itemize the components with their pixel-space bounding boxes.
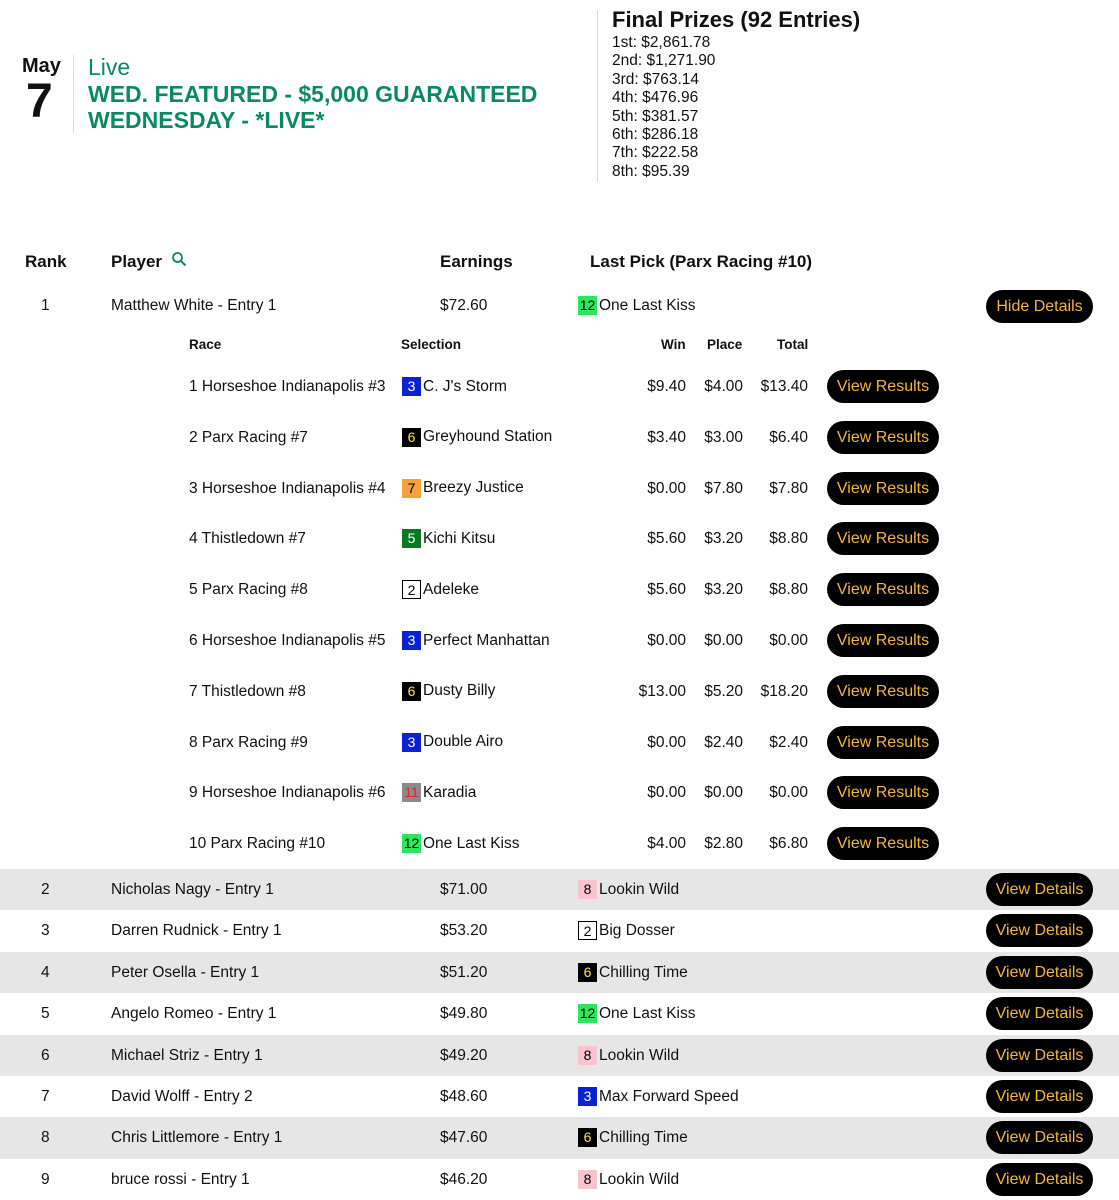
- place-amount: $2.80: [704, 835, 743, 853]
- race-name: 6 Horseshoe Indianapolis #5: [189, 632, 386, 649]
- place-amount: $3.20: [704, 581, 743, 599]
- saddle-number-badge: 8: [578, 1170, 597, 1189]
- rank-header: Rank: [25, 252, 67, 271]
- player-cell: Matthew White - Entry 1: [111, 297, 277, 314]
- horse-name: One Last Kiss: [423, 834, 520, 852]
- player-cell: David Wolff - Entry 2: [111, 1088, 253, 1105]
- earnings-cell: $47.60: [440, 1129, 488, 1146]
- selection-cell: [402, 377, 507, 396]
- race-row: [0, 673, 1119, 713]
- view-results-button[interactable]: View Results: [827, 624, 939, 657]
- saddle-number-badge: 6: [402, 682, 421, 701]
- saddle-number-badge: 8: [578, 1046, 597, 1065]
- prize-item: 1st: $2,861.78: [612, 34, 711, 51]
- view-details-button[interactable]: View Details: [986, 914, 1093, 947]
- horse-name: One Last Kiss: [599, 296, 696, 314]
- race-row: [0, 622, 1119, 662]
- race-row: [0, 825, 1119, 865]
- rank-cell: 5: [41, 1005, 50, 1022]
- race-name: 9 Horseshoe Indianapolis #6: [189, 784, 386, 802]
- horse-name: Chilling Time: [599, 1128, 688, 1146]
- place-subheader: Place: [707, 337, 743, 352]
- view-details-button[interactable]: View Details: [986, 1039, 1093, 1072]
- horse-name: Greyhound Station: [423, 428, 553, 446]
- table-row: [0, 910, 1119, 952]
- race-row: [0, 571, 1119, 611]
- race-row: [0, 470, 1119, 510]
- earnings-cell: $49.20: [440, 1047, 488, 1064]
- selection-cell: [402, 631, 550, 650]
- race-row: [0, 724, 1119, 764]
- horse-name: Chilling Time: [599, 963, 688, 981]
- win-subheader: Win: [661, 337, 686, 352]
- saddle-number-badge: 12: [403, 835, 420, 852]
- win-amount: $0.00: [647, 733, 686, 751]
- hide-details-button[interactable]: Hide Details: [986, 290, 1093, 323]
- win-amount: $0.00: [647, 784, 686, 802]
- live-status: Live: [88, 54, 131, 80]
- selection-cell: [402, 834, 520, 853]
- view-results-button[interactable]: View Results: [827, 675, 939, 708]
- saddle-number-badge: 12: [579, 297, 596, 313]
- view-details-button[interactable]: View Details: [986, 956, 1093, 989]
- view-results-button[interactable]: View Results: [827, 726, 939, 759]
- selection-cell: [402, 733, 503, 752]
- view-details-button[interactable]: View Details: [986, 1163, 1093, 1196]
- player-cell: bruce rossi - Entry 1: [111, 1171, 250, 1188]
- table-row: [0, 1076, 1119, 1117]
- horse-name: Karadia: [423, 783, 477, 801]
- rank-cell: 8: [41, 1129, 50, 1146]
- prize-item: 2nd: $1,271.90: [612, 52, 716, 70]
- view-details-button[interactable]: View Details: [986, 1080, 1093, 1113]
- race-row: [0, 368, 1119, 408]
- table-row: [0, 288, 1119, 324]
- view-results-button[interactable]: View Results: [827, 472, 939, 505]
- win-amount: $0.00: [647, 632, 686, 649]
- saddle-number-badge: 7: [402, 479, 421, 498]
- rank-cell: 1: [41, 297, 50, 314]
- total-amount: $0.00: [769, 784, 808, 802]
- table-row: [0, 1159, 1119, 1200]
- horse-name: Lookin Wild: [599, 1170, 680, 1188]
- event-month: May: [22, 55, 61, 77]
- last-pick-cell: [578, 1087, 739, 1106]
- view-results-button[interactable]: View Results: [827, 573, 939, 606]
- earnings-cell: $72.60: [440, 297, 488, 314]
- prize-item: 6th: $286.18: [612, 126, 699, 144]
- selection-cell: [402, 580, 479, 599]
- prizes-list: [612, 34, 715, 181]
- saddle-number-badge: 3: [578, 1087, 597, 1106]
- saddle-number-badge: 8: [578, 880, 597, 899]
- view-details-button[interactable]: View Details: [986, 1121, 1093, 1154]
- prize-item: 7th: $222.58: [612, 144, 699, 162]
- win-amount: $0.00: [647, 479, 686, 497]
- horse-name: Lookin Wild: [599, 1046, 680, 1064]
- saddle-number-badge: 3: [402, 631, 421, 650]
- earnings-cell: $51.20: [440, 964, 488, 981]
- rank-cell: 3: [41, 922, 50, 939]
- race-name: 10 Parx Racing #10: [189, 835, 326, 853]
- race-name: 3 Horseshoe Indianapolis #4: [189, 479, 386, 497]
- place-amount: $3.20: [704, 530, 743, 548]
- selection-cell: [402, 479, 524, 498]
- view-results-button[interactable]: View Results: [827, 776, 939, 809]
- rank-cell: 6: [41, 1047, 50, 1064]
- horse-name: Perfect Manhattan: [423, 631, 550, 649]
- race-row: [0, 774, 1119, 814]
- total-amount: $8.80: [769, 530, 808, 548]
- earnings-cell: $71.00: [440, 881, 488, 898]
- horse-name: One Last Kiss: [599, 1004, 696, 1022]
- search-icon[interactable]: [171, 251, 187, 267]
- selection-cell: [402, 783, 476, 802]
- view-results-button[interactable]: View Results: [827, 827, 939, 860]
- view-details-button[interactable]: View Details: [986, 873, 1093, 906]
- win-amount: $4.00: [647, 835, 686, 853]
- saddle-number-badge: 3: [402, 733, 421, 752]
- race-name: 1 Horseshoe Indianapolis #3: [189, 378, 386, 395]
- race-name: 7 Thistledown #8: [189, 682, 306, 700]
- horse-name: Dusty Billy: [423, 682, 496, 700]
- player-cell: Darren Rudnick - Entry 1: [111, 922, 282, 939]
- prize-item: 5th: $381.57: [612, 107, 699, 125]
- horse-name: Kichi Kitsu: [423, 529, 496, 547]
- total-amount: $0.00: [769, 632, 808, 649]
- horse-name: Max Forward Speed: [599, 1087, 739, 1105]
- contest-title: WED. FEATURED - $5,000 GUARANTEED WEDNESDAY - *LIVE*: [88, 81, 538, 133]
- rank-cell: 4: [41, 964, 50, 981]
- horse-name: Double Airo: [423, 733, 504, 751]
- total-amount: $8.80: [769, 581, 808, 599]
- last-pick-cell: [578, 880, 679, 899]
- date-divider: [73, 55, 74, 133]
- saddle-number-badge: 6: [402, 428, 421, 447]
- last-pick-header: Last Pick (Parx Racing #10): [590, 252, 813, 271]
- table-row: [0, 1035, 1119, 1076]
- total-amount: $18.20: [760, 682, 808, 700]
- race-subheader: Race: [189, 337, 222, 352]
- win-amount: $13.00: [638, 682, 686, 700]
- saddle-number-badge: 6: [578, 963, 597, 982]
- table-row: [0, 1117, 1119, 1159]
- win-amount: $9.40: [647, 378, 686, 395]
- saddle-number-badge: 11: [402, 783, 421, 802]
- race-name: 4 Thistledown #7: [189, 530, 306, 548]
- player-cell: Peter Osella - Entry 1: [111, 964, 260, 981]
- last-pick-cell: [578, 1170, 679, 1189]
- place-amount: $0.00: [704, 784, 743, 802]
- saddle-number-badge: 6: [578, 1128, 597, 1147]
- table-row: [0, 952, 1119, 993]
- win-amount: $5.60: [647, 581, 686, 599]
- total-amount: $6.40: [769, 428, 808, 446]
- selection-cell: [402, 529, 495, 548]
- player-cell: Chris Littlemore - Entry 1: [111, 1129, 283, 1146]
- view-results-button[interactable]: View Results: [827, 522, 939, 555]
- last-pick-cell: [578, 963, 688, 982]
- prizes-heading: Final Prizes (92 Entries): [612, 7, 861, 32]
- place-amount: $3.00: [704, 428, 743, 446]
- race-name: 2 Parx Racing #7: [189, 428, 308, 446]
- place-amount: $2.40: [704, 733, 743, 751]
- total-amount: $13.40: [760, 378, 808, 395]
- table-row: [0, 993, 1119, 1035]
- saddle-number-badge: 5: [402, 529, 421, 548]
- prize-item: 3rd: $763.14: [612, 70, 700, 88]
- race-name: 5 Parx Racing #8: [189, 581, 308, 599]
- place-amount: $0.00: [704, 632, 743, 649]
- race-row: [0, 419, 1119, 459]
- last-pick-cell: [578, 1004, 696, 1023]
- rank-cell: 2: [41, 881, 50, 898]
- earnings-cell: $48.60: [440, 1088, 488, 1105]
- race-name: 8 Parx Racing #9: [189, 733, 308, 751]
- place-amount: $4.00: [704, 378, 743, 395]
- last-pick-cell: [578, 1046, 679, 1065]
- horse-name: C. J's Storm: [423, 377, 507, 395]
- horse-name: Big Dosser: [599, 921, 675, 939]
- saddle-number-badge: 2: [578, 921, 597, 940]
- earnings-cell: $53.20: [440, 922, 488, 939]
- selection-subheader: Selection: [401, 337, 462, 352]
- total-amount: $6.80: [769, 835, 808, 853]
- prize-item: 8th: $95.39: [612, 162, 690, 180]
- last-pick-cell: [578, 296, 696, 315]
- view-results-button[interactable]: View Results: [827, 370, 939, 403]
- saddle-number-badge: 2: [402, 580, 421, 599]
- player-cell: Michael Striz - Entry 1: [111, 1047, 263, 1064]
- last-pick-cell: [578, 921, 675, 940]
- player-header: Player: [111, 252, 163, 271]
- view-details-button[interactable]: View Details: [986, 997, 1093, 1030]
- earnings-header: Earnings: [440, 252, 513, 271]
- total-subheader: Total: [777, 337, 809, 352]
- prize-item: 4th: $476.96: [612, 89, 699, 107]
- selection-cell: [402, 428, 552, 447]
- table-row: [0, 869, 1119, 910]
- place-amount: $7.80: [704, 479, 743, 497]
- player-cell: Nicholas Nagy - Entry 1: [111, 881, 274, 898]
- horse-name: Breezy Justice: [423, 479, 524, 497]
- saddle-number-badge: 3: [402, 377, 421, 396]
- rank-cell: 7: [41, 1088, 50, 1105]
- win-amount: $3.40: [647, 428, 686, 446]
- horse-name: Lookin Wild: [599, 880, 680, 898]
- race-row: [0, 520, 1119, 560]
- win-amount: $5.60: [647, 530, 686, 548]
- horse-name: Adeleke: [423, 580, 480, 598]
- rank-cell: 9: [41, 1171, 50, 1188]
- prize-divider: [597, 10, 598, 182]
- saddle-number-badge: 12: [579, 1005, 596, 1021]
- place-amount: $5.20: [704, 682, 743, 700]
- total-amount: $7.80: [769, 479, 808, 497]
- selection-cell: [402, 682, 495, 701]
- earnings-cell: $49.80: [440, 1005, 488, 1022]
- event-day: 7: [26, 75, 53, 128]
- total-amount: $2.40: [769, 733, 808, 751]
- player-cell: Angelo Romeo - Entry 1: [111, 1005, 277, 1022]
- last-pick-cell: [578, 1128, 688, 1147]
- earnings-cell: $46.20: [440, 1171, 488, 1188]
- view-results-button[interactable]: View Results: [827, 421, 939, 454]
